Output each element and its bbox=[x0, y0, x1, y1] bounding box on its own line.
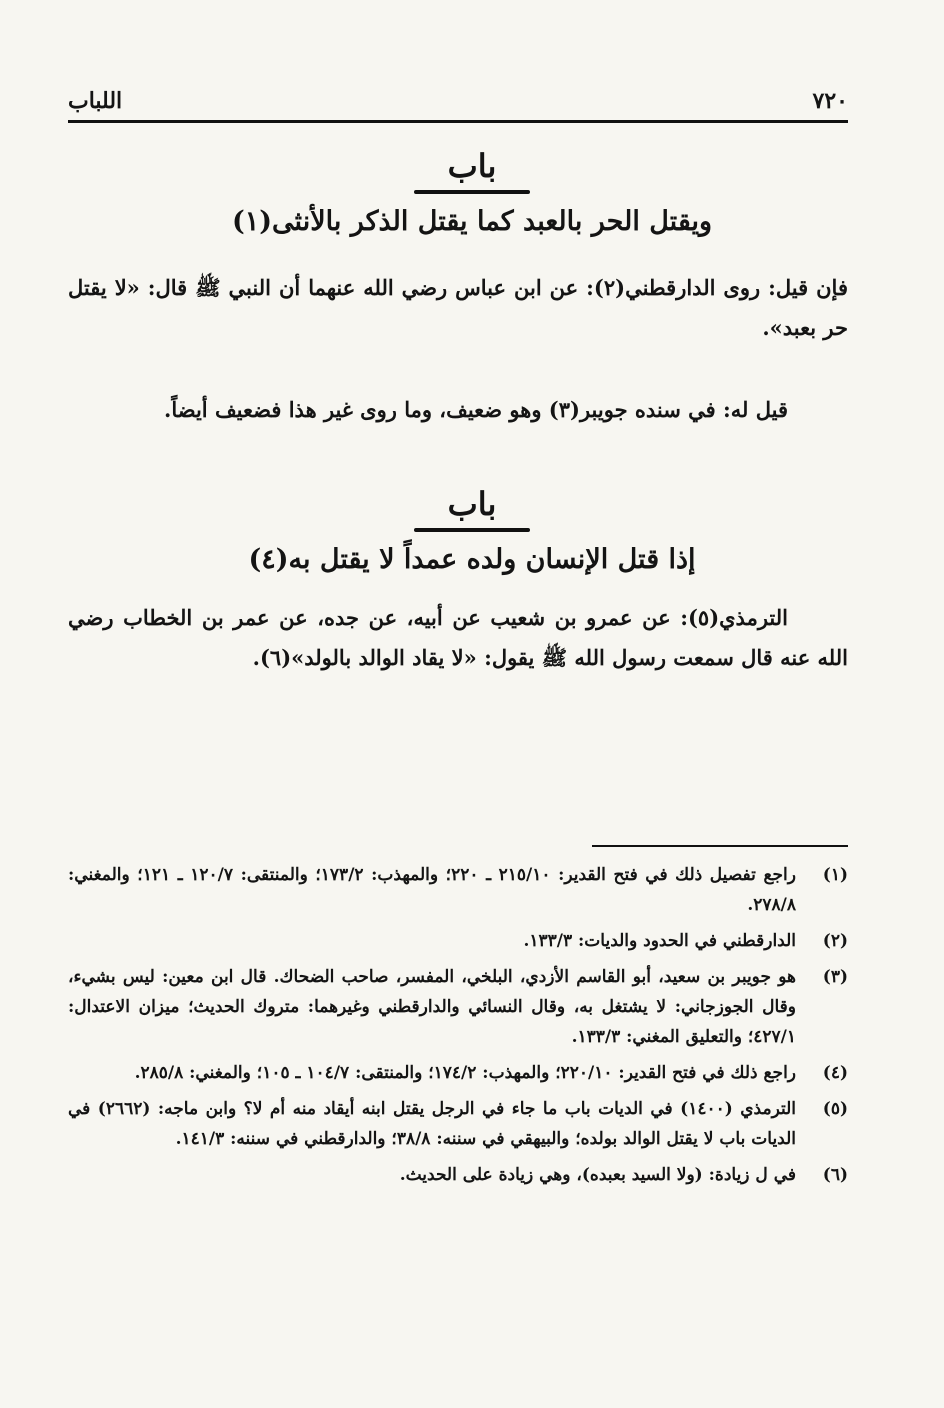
section-heading-2 bbox=[0, 485, 944, 576]
book-title: اللباب bbox=[68, 88, 123, 114]
footnote-item bbox=[68, 1058, 848, 1088]
footnote-text: راجع تفصيل ذلك في فتح القدير: ٢١٥/١٠ ـ ٢٢٠؛ والمهذب: ١٧٣/٢؛ والمنتقى: ١٢٠/٧ ـ ١٢١؛ والمغني: ٢٧٨/٨. bbox=[68, 865, 796, 915]
footnote-number: (٢) bbox=[822, 931, 848, 951]
paragraph: فإن قيل: روى الدارقطني(٢): عن ابن عباس رضي الله عنهما أن النبي ﷺ قال: «لا يقتل حر بعبد». bbox=[68, 275, 848, 340]
footnotes bbox=[68, 860, 848, 1196]
paragraph: قيل له: في سنده جويبر(٣) وهو ضعيف، وما روى غير هذا فضعيف أيضاً. bbox=[164, 397, 788, 422]
bab-label: باب bbox=[447, 485, 497, 523]
footnote-text: هو جويبر بن سعيد، أبو القاسم الأزدي، البلخي، المفسر، صاحب الضحاك. قال ابن معين: ليس بشيء، وقال الجوزجاني: لا يشتغل به، وقال النسائي والدارقطني وغيرهما: متروك الحديث؛ ميزان الاعتدال: ٤٢٧/١؛ والتعليق المغني: ١٣٣/٣. bbox=[68, 967, 796, 1047]
footnote-number: (٦) bbox=[822, 1165, 848, 1185]
header-rule bbox=[68, 120, 848, 123]
footnote-item bbox=[68, 860, 848, 920]
footnote-item bbox=[68, 962, 848, 1052]
bab-label: باب bbox=[447, 147, 497, 185]
bab-heading bbox=[447, 147, 497, 196]
footnote-text: الدارقطني في الحدود والديات: ١٣٣/٣. bbox=[523, 931, 796, 951]
footnote-number: (٣) bbox=[822, 967, 848, 987]
footnote-text: راجع ذلك في فتح القدير: ٢٢٠/١٠؛ والمهذب: ١٧٤/٢؛ والمنتقى: ١٠٤/٧ ـ ١٠٥؛ والمغني: ٢٨٥/٨. bbox=[134, 1063, 796, 1083]
paragraph: الترمذي(٥): عن عمرو بن شعيب عن أبيه، عن جده، عن عمر بن الخطاب رضي الله عنه قال سمعت رسول الله ﷺ يقول: «لا يقاد الوالد بالولد»(٦). bbox=[68, 605, 848, 670]
footnote-text: الترمذي (١٤٠٠) في الديات باب ما جاء في الرجل يقتل ابنه أيقاد منه أم لا؟ وابن ماجه: (٢٦٦٢) في الديات باب لا يقتل الوالد بولده؛ والبيهقي في سننه: ٣٨/٨؛ والدارقطني في سننه: ١٤١/٣. bbox=[68, 1099, 797, 1149]
bab-underline bbox=[414, 190, 531, 194]
section-heading-1 bbox=[0, 147, 944, 238]
running-header bbox=[68, 78, 848, 114]
footnote-number: (٤) bbox=[822, 1063, 848, 1083]
footnote-number: (٥) bbox=[822, 1099, 848, 1119]
chapter-title: ويقتل الحر بالعبد كما يقتل الذكر بالأنثى(١) bbox=[231, 206, 713, 237]
chapter-title: إذا قتل الإنسان ولده عمداً لا يقتل به(٤) bbox=[248, 544, 696, 575]
bab-heading bbox=[447, 485, 497, 534]
footnote-item bbox=[68, 926, 848, 956]
bab-underline bbox=[414, 528, 531, 532]
page-number: ٧٢٠ bbox=[812, 88, 848, 114]
footnote-item bbox=[68, 1160, 848, 1190]
footnote-number: (١) bbox=[822, 865, 848, 885]
footnote-item bbox=[68, 1094, 848, 1154]
footnote-separator bbox=[592, 845, 848, 847]
footnote-text: في ل زيادة: (ولا السيد بعبده)، وهي زيادة على الحديث. bbox=[399, 1165, 796, 1185]
